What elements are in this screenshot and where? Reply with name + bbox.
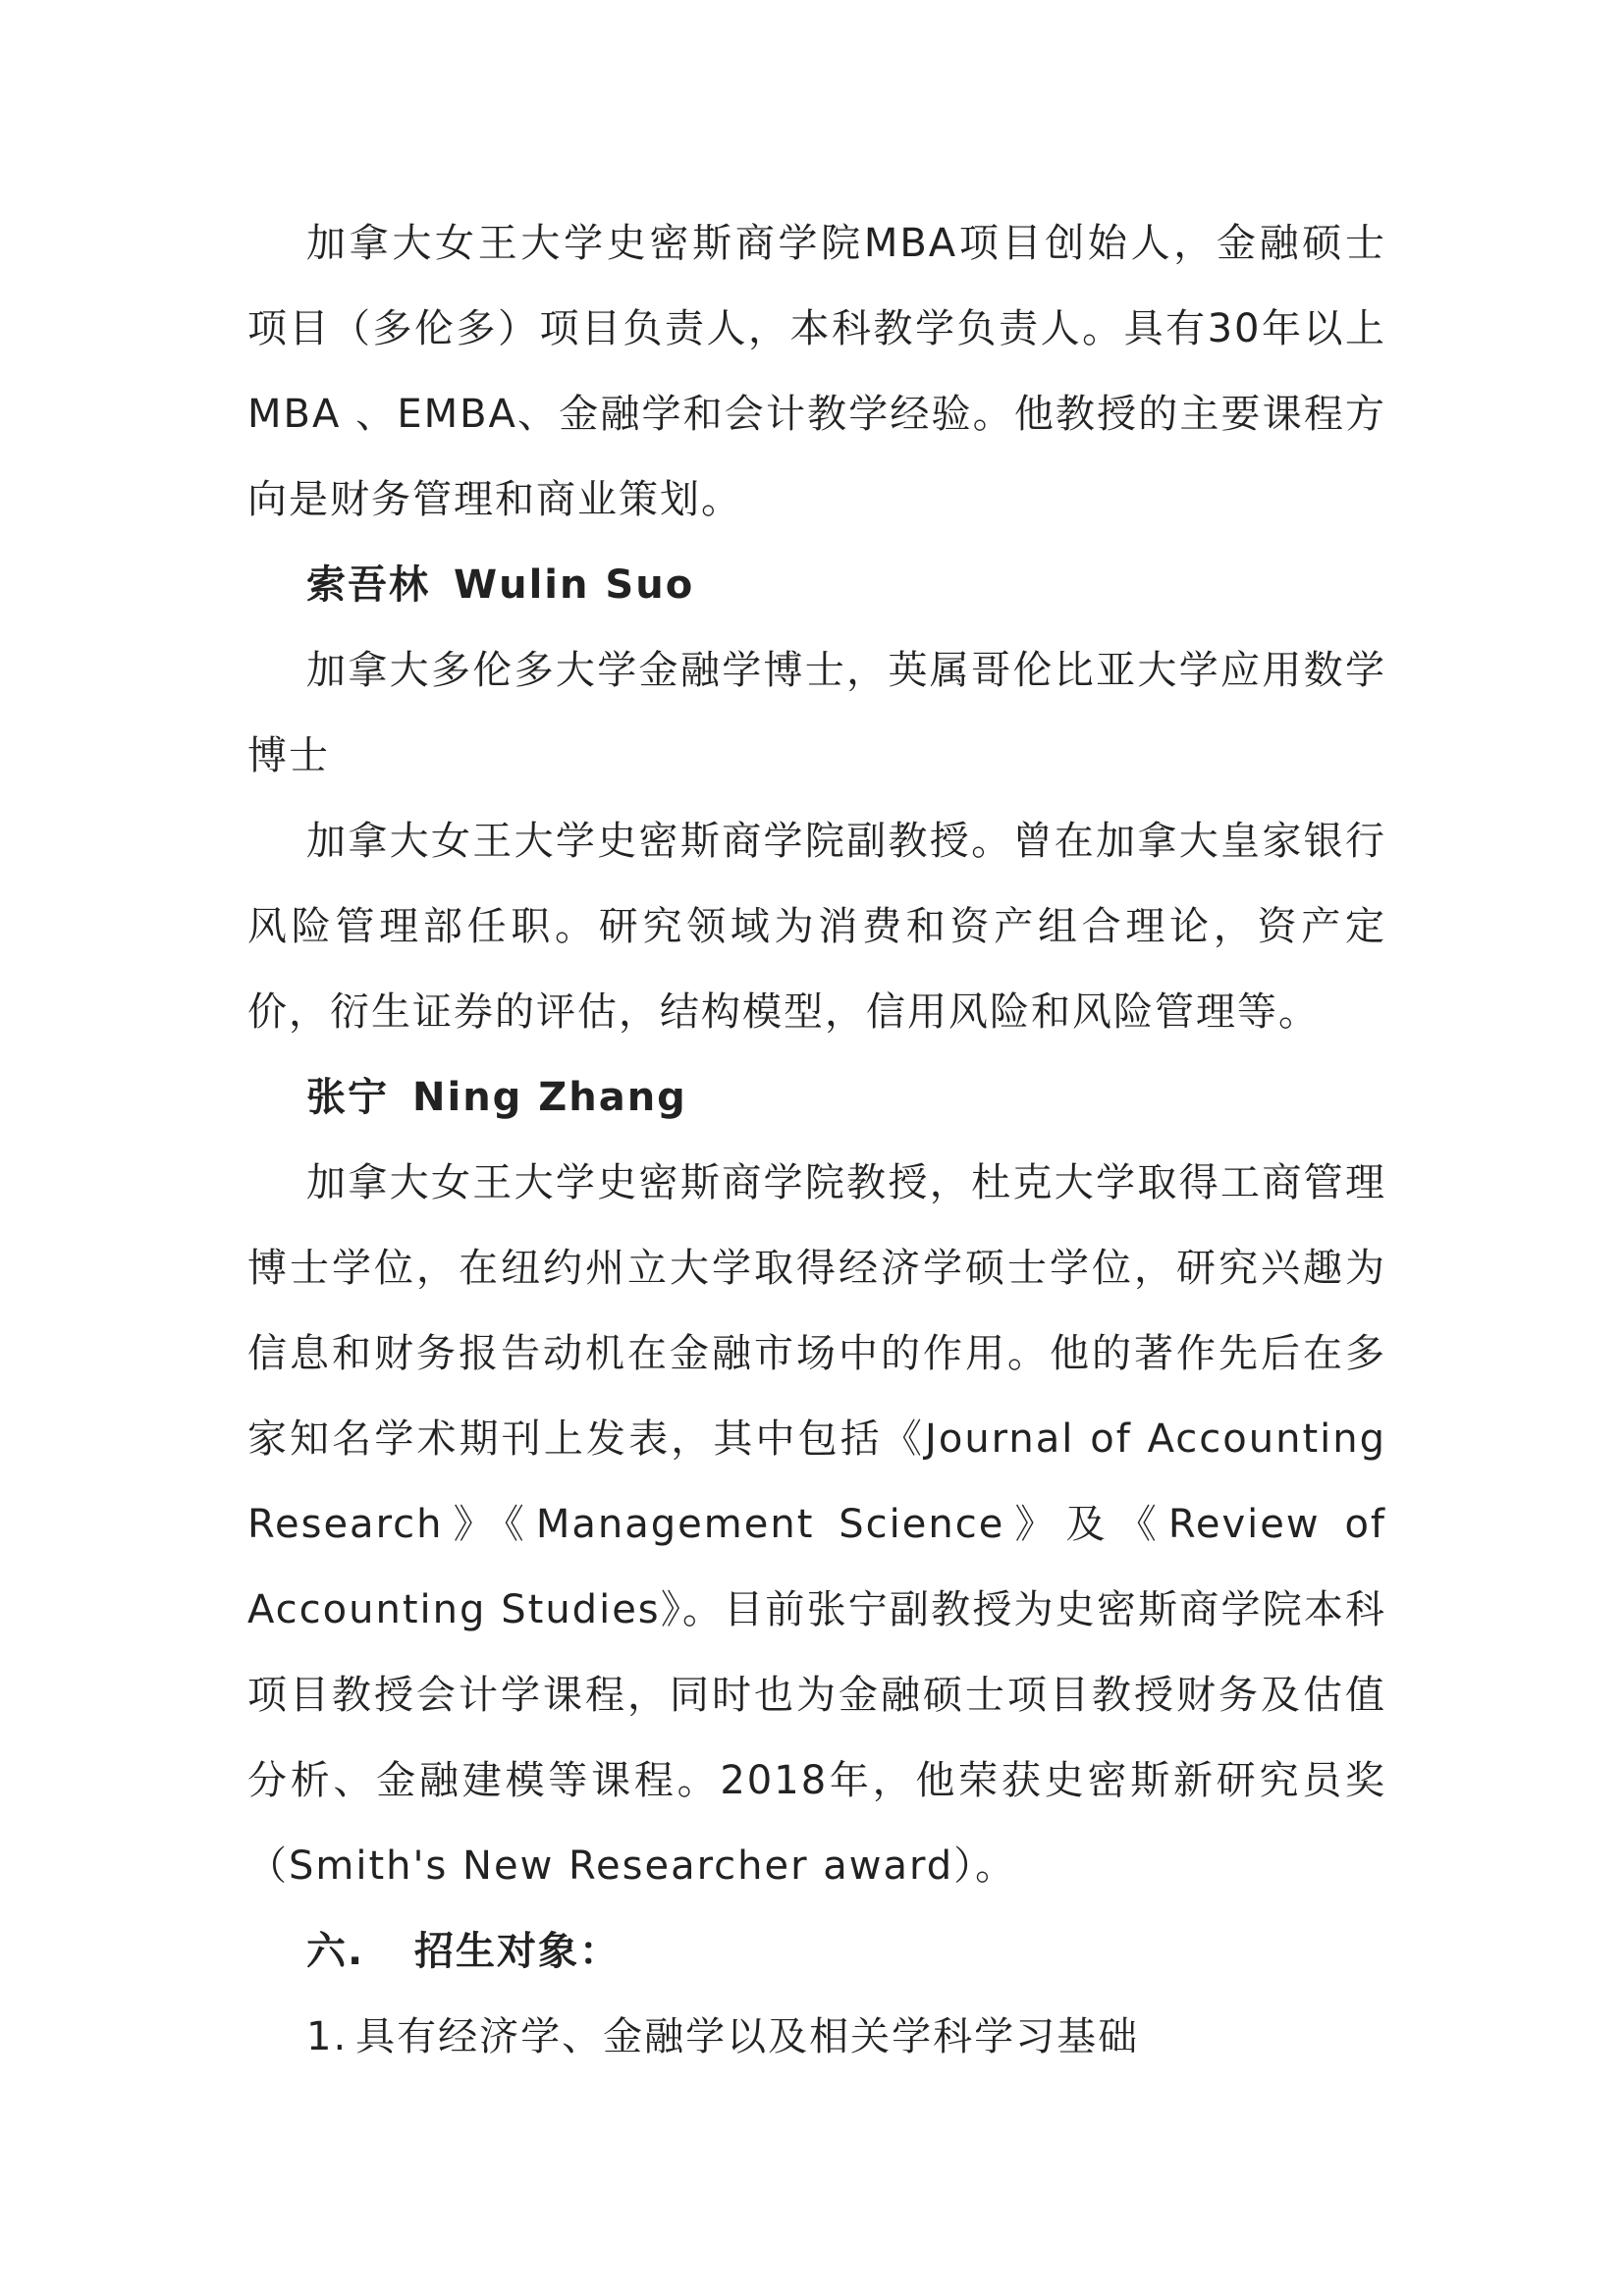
- list-item-number: 1.: [306, 2014, 349, 2059]
- section-number: 六.: [306, 1929, 365, 1974]
- name-chinese: 索吾林: [306, 562, 430, 608]
- document-body: [247, 201, 1386, 2080]
- list-item: [247, 1995, 1386, 2080]
- paragraph-zhang-bio: 加拿大女王大学史密斯商学院教授，杜克大学取得工商管理博士学位，在纽约州立大学取得经济学硕士学位，研究兴趣为信息和财务报告动机在金融市场中的作用。他的著作先后在多家知名学术期刊上发表，其中包括《Journal of Accounting Research》《Management Science》及《Review of Accounting Studies》。目前张宁副教授为史密斯商学院本科项目教授会计学课程，同时也为金融硕士项目教授财务及估值分析、金融建模等课程。2018年，他荣获史密斯新研究员奖（Smith's New Researcher award）。: [247, 1160, 1386, 1889]
- paragraph-suo-education: 加拿大多伦多大学金融学博士，英属哥伦比亚大学应用数学博士: [247, 648, 1386, 778]
- list-item-text: 具有经济学、金融学以及相关学科学习基础: [355, 2014, 1140, 2059]
- paragraph-founder-bio: 加拿大女王大学史密斯商学院MBA项目创始人，金融硕士项目（多伦多）项目负责人，本科教学负责人。具有30年以上MBA 、EMBA、金融学和会计教学经验。他教授的主要课程方向是财务管理和商业策划。: [247, 221, 1386, 522]
- section-heading-admission: [247, 1909, 1386, 1995]
- name-english: Wulin Suo: [454, 562, 695, 608]
- name-english: Ning Zhang: [412, 1075, 687, 1120]
- name-chinese: 张宁: [306, 1075, 389, 1120]
- heading-ning-zhang: [247, 1055, 1386, 1141]
- paragraph-suo-bio: 加拿大女王大学史密斯商学院副教授。曾在加拿大皇家银行风险管理部任职。研究领域为消费和资产组合理论，资产定价，衍生证券的评估，结构模型，信用风险和风险管理等。: [247, 819, 1386, 1035]
- heading-wulin-suo: [247, 543, 1386, 628]
- section-title: 招生对象：: [414, 1929, 621, 1974]
